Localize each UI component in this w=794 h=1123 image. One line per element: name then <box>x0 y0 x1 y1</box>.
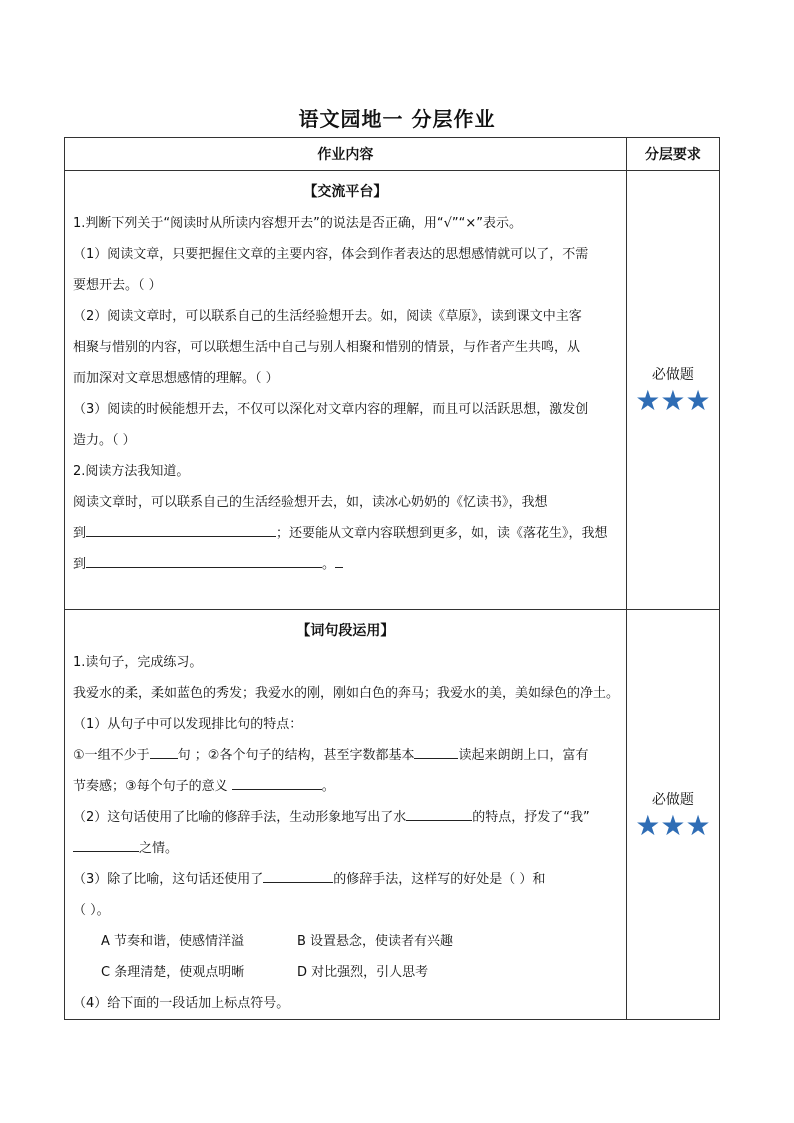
section-title: 【词句段运用】 <box>296 623 395 639</box>
answer-blank[interactable] <box>150 744 178 759</box>
answer-blank[interactable] <box>232 775 322 790</box>
text: （3）除了比喻，这句话还使用了 <box>73 872 264 887</box>
question-line: （2）阅读文章时，可以联系自己的生活经验想开去。如，阅读《草原》，读到课文中主客 <box>73 309 582 324</box>
text: 的特点，抒发了“我” <box>472 810 590 825</box>
question-line: 相聚与惜别的内容，可以联想生活中自己与别人相聚和惜别的情景，与作者产生共鸣，从 <box>73 340 581 355</box>
question-line: 1.判断下列关于“阅读时从所读内容想开去”的说法是否正确，用“√”“×”表示。 <box>73 216 522 231</box>
text: 到 <box>73 557 87 572</box>
text: ①一组不少于 <box>73 748 150 763</box>
answer-blank[interactable] <box>414 744 458 759</box>
text: 句 ；②各个句子的结构，甚至字数都基本 <box>177 748 415 763</box>
header-content: 作业内容 <box>65 138 627 171</box>
fill-line <box>73 864 618 895</box>
required-label: 必做题 <box>651 791 694 808</box>
answer-blank[interactable] <box>263 868 333 883</box>
option-b[interactable]: B 设置悬念，使读者有兴趣 <box>297 934 454 949</box>
text: 之情。 <box>139 841 179 856</box>
text: 。 <box>322 557 336 572</box>
question-line: 阅读文章时，可以联系自己的生活经验想开去，如，读冰心奶奶的《忆读书》，我想 <box>73 495 548 510</box>
header-level: 分层要求 <box>626 138 719 171</box>
answer-blank-tail <box>335 553 343 568</box>
text: 。 <box>321 779 335 794</box>
level-cell <box>626 610 719 1020</box>
option-c[interactable]: C 条理清楚，使观点明晰 <box>101 965 245 980</box>
question-line: 1.读句子，完成练习。 <box>73 655 203 670</box>
section-title: 【交流平台】 <box>303 184 388 200</box>
option-d[interactable]: D 对比强烈，引人思考 <box>297 965 429 980</box>
level-cell <box>626 171 719 610</box>
question-line: 造力。（ ） <box>73 433 136 448</box>
fill-line <box>73 771 618 802</box>
answer-blank[interactable] <box>406 806 472 821</box>
star-rating-icon: ★★★ <box>635 808 711 842</box>
text: ；还要能从文章内容联想到更多，如，读《落花生》，我想 <box>276 526 608 541</box>
text: 到 <box>73 526 87 541</box>
question-line: （3）阅读的时候能想开去，不仅可以深化对文章内容的理解，而且可以活跃思想，激发创 <box>73 402 589 417</box>
question-line: 我爱水的柔，柔如蓝色的秀发；我爱水的刚，刚如白色的奔马；我爱水的美，美如绿色的净土。 <box>73 686 620 701</box>
fill-line <box>73 518 618 549</box>
question-line: （4）给下面的一段话加上标点符号。 <box>73 996 290 1011</box>
fill-line <box>73 549 618 580</box>
section-exchange-platform <box>65 171 627 610</box>
answer-blank[interactable] <box>86 522 276 537</box>
text: 节奏感；③每个句子的意义 <box>73 779 232 794</box>
options-row <box>73 926 618 957</box>
required-label: 必做题 <box>651 367 694 383</box>
question-line: （1）阅读文章，只要把握住文章的主要内容，体会到作者表达的思想感情就可以了，不需 <box>73 247 589 262</box>
text: 的修辞手法，这样写的好处是（ ）和 <box>333 872 546 887</box>
question-line: （ ）。 <box>73 903 110 918</box>
page-title: 语文园地一 分层作业 <box>298 107 496 131</box>
fill-line <box>73 833 618 864</box>
option-a[interactable]: A 节奏和谐，使感情洋溢 <box>101 934 245 949</box>
question-line: 2.阅读方法我知道。 <box>73 464 190 479</box>
options-row <box>73 957 618 988</box>
answer-blank[interactable] <box>86 553 322 568</box>
section-word-sentence-usage <box>65 610 627 1020</box>
question-line: （1）从句子中可以发现排比句的特点： <box>73 717 303 732</box>
question-line: 要想开去。（ ） <box>73 278 162 293</box>
homework-table <box>64 137 720 1020</box>
answer-blank[interactable] <box>73 837 139 852</box>
fill-line <box>73 740 618 771</box>
question-line: 而加深对文章思想感情的理解。（ ） <box>73 371 279 386</box>
star-rating-icon: ★★★ <box>635 384 711 417</box>
text: 读起来朗朗上口，富有 <box>458 748 589 763</box>
fill-line <box>73 802 618 833</box>
text: （2）这句话使用了比喻的修辞手法，生动形象地写出了水 <box>73 810 407 825</box>
